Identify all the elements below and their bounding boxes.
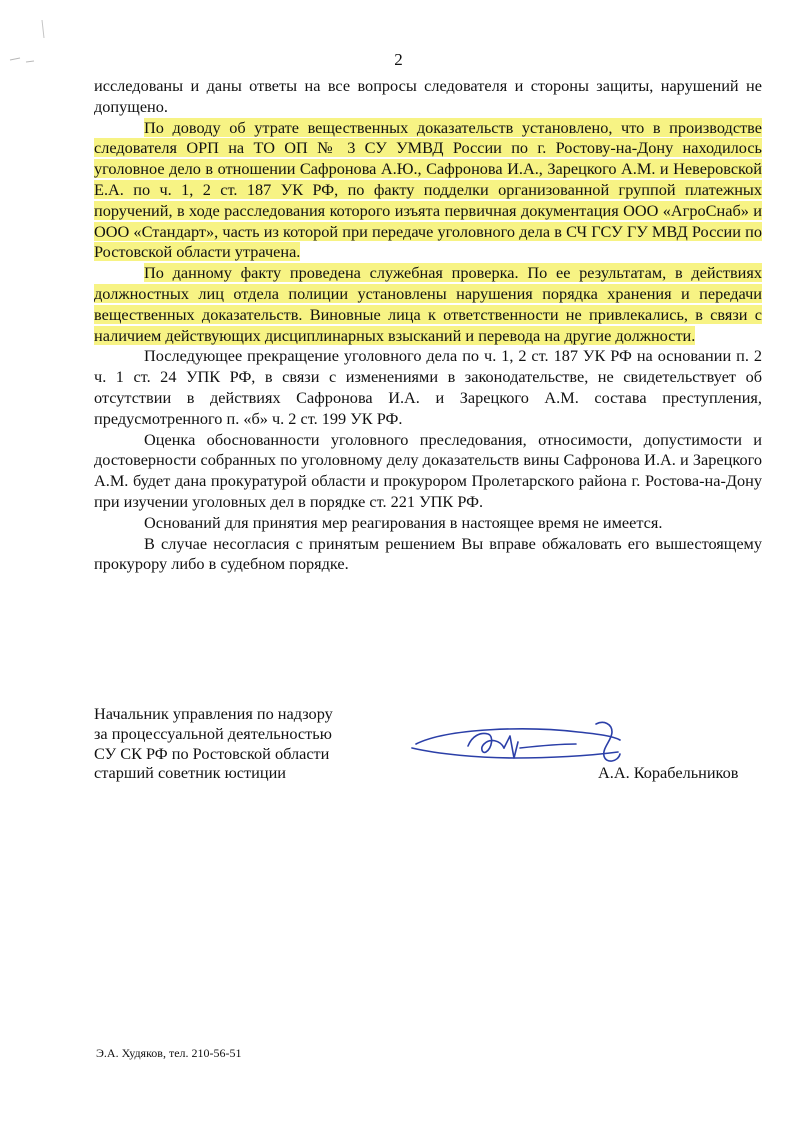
position-line: СУ СК РФ по Ростовской области	[94, 744, 330, 763]
body-paragraph	[94, 534, 762, 576]
paragraph-text: Оснований для принятия мер реагирования в настоящее время не имеется.	[144, 512, 663, 532]
position-line: за процессуальной деятельностью	[94, 724, 332, 743]
letter-body	[94, 76, 762, 575]
executor-footer: Э.А. Худяков, тел. 210-56-51	[96, 1046, 242, 1060]
signatory-position	[94, 704, 333, 764]
signatory-rank: старший советник юстиции	[94, 763, 287, 782]
page-number: 2	[394, 50, 403, 69]
body-paragraph	[94, 346, 762, 429]
body-paragraph	[94, 513, 762, 534]
paragraph-text: Последующее прекращение уголовного дела по ч. 1, 2 ст. 187 УК РФ на основании п. 2 ч. 1 ст. 24 УПК РФ, в связи с изменениями в законодательстве, не свидетельствует об отсутствии в действиях Сафронова И.А. и Зарецкого А.М. состава преступления, предусмотренного п. «б» ч. 2 ст. 199 УК РФ.	[94, 346, 762, 428]
paragraph-text: В случае несогласия с принятым решением Вы вправе обжаловать его вышестоящему прокурору либо в судебном порядке.	[94, 533, 762, 574]
handwritten-signature	[408, 718, 638, 774]
scan-artifact-mark	[36, 18, 50, 42]
highlighted-text: По доводу об утрате вещественных доказательств установлено, что в производстве следователя ОРП на ТО ОП № 3 СУ УМВД России по г. Ростову-на-Дону находилось уголовное дело в отношении Сафронова А.Ю., Сафронова И.А., Зарецкого А.М. и Неверовской Е.А. по ч. 1, 2 ст. 187 УК РФ, по факту подделки организованной группой платежных поручений, в ходе расследования которого изъята первичная документация ООО «АгроСнаб» и ООО «Стандарт», часть из которой при передаче уголовного дела в СЧ ГСУ ГУ МВД России по Ростовской области утрачена.	[94, 117, 762, 262]
paragraph-text: Оценка обоснованности уголовного преследования, относимости, допустимости и достоверности собранных по уголовному делу доказательств вины Сафронова И.А. и Зарецкого А.М. будет дана прокуратурой области и прокурором Пролетарского района г. Ростова-на-Дону при изучении уголовных дел в порядке ст. 221 УПК РФ.	[94, 429, 762, 511]
body-paragraph	[94, 430, 762, 513]
scan-artifact-mark	[8, 52, 38, 66]
body-paragraph	[94, 118, 762, 264]
position-line: Начальник управления по надзору	[94, 704, 333, 723]
body-paragraph	[94, 263, 762, 346]
body-paragraph	[94, 76, 762, 118]
signatory-name: А.А. Корабельников	[598, 763, 739, 782]
highlighted-text: По данному факту проведена служебная проверка. По ее результатам, в действиях должностных лиц отдела полиции установлены нарушения порядка хранения и передачи вещественных доказательств. Виновные лица к ответственности не привлекались, в связи с наличием действующих дисциплинарных взысканий и перевода на другие должности.	[94, 263, 762, 345]
paragraph-text: исследованы и даны ответы на все вопросы следователя и стороны защиты, нарушений не допущено.	[94, 76, 762, 116]
